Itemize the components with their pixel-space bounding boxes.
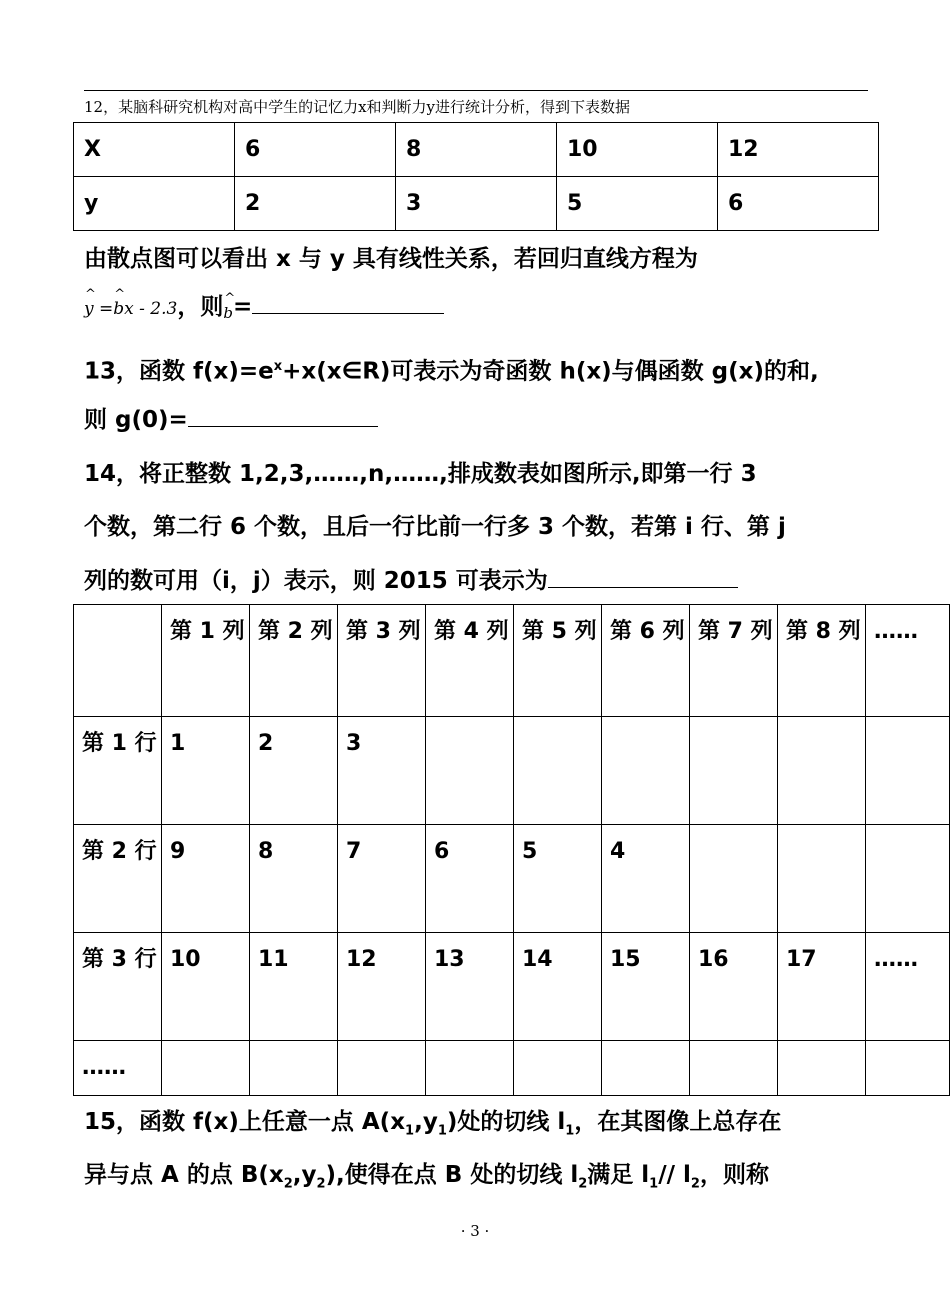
question-12-line-2: ^ y =^ bx - 2.3，则^ b=: [84, 292, 444, 323]
table-cell: 6: [718, 177, 879, 231]
question-13-line-2: 则 g(0)=: [84, 405, 378, 434]
table-row: [74, 717, 950, 825]
table-cell: [426, 1041, 514, 1096]
table-cell: 2: [235, 177, 396, 231]
table-cell: 9: [162, 825, 250, 933]
table-cell: 6: [426, 825, 514, 933]
table-cell: [778, 1041, 866, 1096]
table-cell: 3: [338, 717, 426, 825]
table-cell: 2: [250, 717, 338, 825]
table-cell: 5: [514, 825, 602, 933]
column-header: 第 6 列: [602, 605, 690, 717]
question-12-intro: 12，某脑科研究机构对高中学生的记忆力x和判断力y进行统计分析，得到下表数据: [84, 98, 631, 116]
table-cell: y: [74, 177, 235, 231]
table-cell: [338, 1041, 426, 1096]
column-header: 第 8 列: [778, 605, 866, 717]
page-number: · 3 ·: [460, 1222, 490, 1240]
row-header: 第 2 行: [74, 825, 162, 933]
column-header: 第 7 列: [690, 605, 778, 717]
table-cell: [690, 717, 778, 825]
table-cell: 10: [557, 123, 718, 177]
question-15-line-2: 异与点 A 的点 $B(x_2,y_2)$,使得在点 B 处的切线 $l_2$满足 $l_1//$ $l_2$，则称: [84, 1162, 769, 1192]
table-cell: 4: [602, 825, 690, 933]
header-rule: [84, 90, 868, 91]
table-cell: [514, 717, 602, 825]
column-header: 第 4 列: [426, 605, 514, 717]
number-grid-table: [73, 604, 950, 1096]
table-header-row: [74, 605, 950, 717]
table-corner-cell: [74, 605, 162, 717]
table-cell: 14: [514, 933, 602, 1041]
question-15-line-1: 15，函数 f(x)上任意一点 $A(x_1,y_1)$处的切线 $l_1$，在其图像上总存在: [84, 1109, 782, 1139]
table-cell: 12: [718, 123, 879, 177]
table-cell: [690, 1041, 778, 1096]
table-cell: [250, 1041, 338, 1096]
table-cell: 13: [426, 933, 514, 1041]
table-cell: 11: [250, 933, 338, 1041]
table-cell: 16: [690, 933, 778, 1041]
table-cell: [866, 1041, 950, 1096]
column-header: 第 3 列: [338, 605, 426, 717]
question-13-line-1: 13，函数 $f(x)=e^x+x(x\in R)$可表示为奇函数 h(x)与偶函数 g(x)的和,: [84, 358, 819, 385]
table-cell: [426, 717, 514, 825]
answer-blank-13[interactable]: [188, 405, 378, 427]
table-cell: 12: [338, 933, 426, 1041]
question-14-line-2: 个数，第二行 6 个数，且后一行比前一行多 3 个数，若第 i 行、第 j: [84, 514, 786, 540]
table-cell: [690, 825, 778, 933]
row-header: 第 1 行: [74, 717, 162, 825]
question-12-line-1: 由散点图可以看出 x 与 y 具有线性关系，若回归直线方程为: [84, 246, 698, 272]
column-header: 第 2 列: [250, 605, 338, 717]
table-row: [74, 1041, 950, 1096]
question-14-line-1: 14，将正整数 1,2,3,……,n,……,排成数表如图所示,即第一行 3: [84, 461, 757, 487]
table-cell: 5: [557, 177, 718, 231]
table-cell: 8: [396, 123, 557, 177]
table-cell: [866, 825, 950, 933]
table-cell: 10: [162, 933, 250, 1041]
table-row: [74, 933, 950, 1041]
row-header: ……: [74, 1041, 162, 1096]
table-cell: [778, 825, 866, 933]
table-cell: [162, 1041, 250, 1096]
table-cell: [778, 717, 866, 825]
table-cell: 7: [338, 825, 426, 933]
table-row: [74, 825, 950, 933]
table-cell: 8: [250, 825, 338, 933]
column-header: 第 1 列: [162, 605, 250, 717]
table-row: [74, 123, 879, 177]
table-cell: [602, 717, 690, 825]
table-cell: [602, 1041, 690, 1096]
table-cell: 3: [396, 177, 557, 231]
table-cell: X: [74, 123, 235, 177]
table-cell: 15: [602, 933, 690, 1041]
table-cell: 6: [235, 123, 396, 177]
table-cell: [514, 1041, 602, 1096]
answer-blank-12[interactable]: [252, 292, 444, 314]
regression-formula: ^ y =^ bx - 2.3: [84, 299, 177, 319]
column-header: ……: [866, 605, 950, 717]
table-cell: [866, 717, 950, 825]
table-row: [74, 177, 879, 231]
row-header: 第 3 行: [74, 933, 162, 1041]
xy-data-table: [73, 122, 879, 231]
table-cell: ……: [866, 933, 950, 1041]
table-cell: 17: [778, 933, 866, 1041]
answer-blank-14[interactable]: [548, 566, 738, 588]
question-14-line-3: 列的数可用（i，j）表示，则 2015 可表示为: [84, 566, 738, 595]
table-cell: 1: [162, 717, 250, 825]
column-header: 第 5 列: [514, 605, 602, 717]
